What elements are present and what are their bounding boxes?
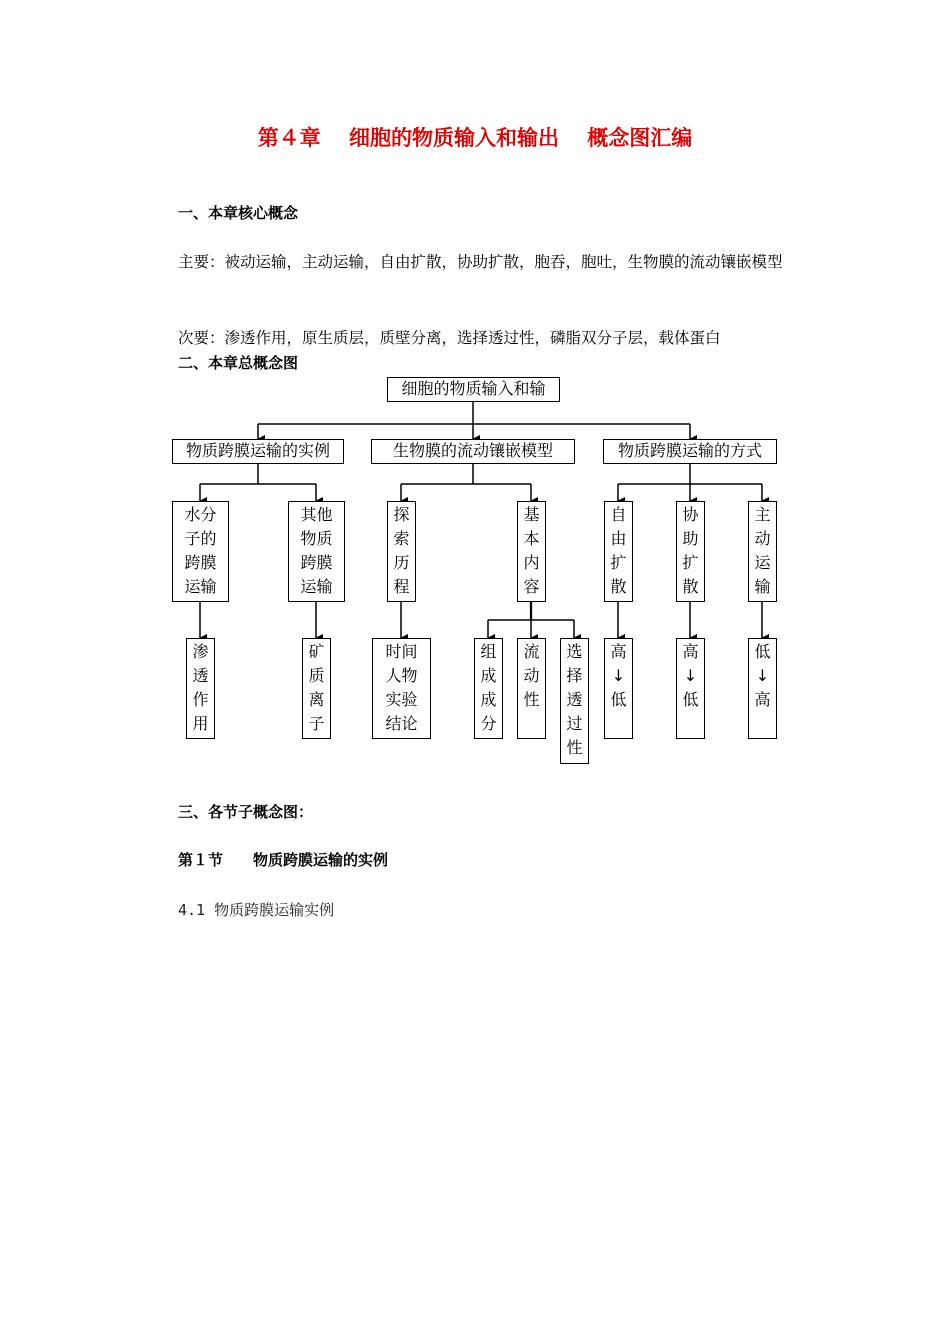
map-node-root: 细胞的物质输入和输 [387,377,560,402]
map-node-fluidity: 流动性 [517,638,546,739]
section-heading-sub-maps: 三、各节子概念图： [178,803,314,821]
map-node-branch-fluid-mosaic: 生物膜的流动镶嵌模型 [371,439,575,464]
subsection-heading: 第１节 物质跨膜运输的实例 [178,851,389,869]
map-node-osmosis: 渗透作用 [186,638,215,739]
map-node-high-to-low-1: 高↓低 [604,638,633,739]
map-node-high-to-low-2: 高↓低 [676,638,705,739]
map-node-composition: 组成成分 [474,638,503,739]
subsection-item: 4.1 物质跨膜运输实例 [178,901,335,919]
section-heading-concept-map: 二、本章总概念图 [178,354,299,372]
map-node-exploration-history: 探索历程 [387,501,416,602]
map-node-branch-transport-modes: 物质跨膜运输的方式 [603,439,777,464]
map-node-selective-permeability: 选择透过性 [560,638,589,764]
map-node-branch-examples: 物质跨膜运输的实例 [172,439,344,464]
map-node-basic-content: 基本内容 [517,501,546,602]
map-node-water-transport: 水分子的跨膜运输 [172,501,229,602]
map-node-low-to-high: 低↓高 [748,638,777,739]
secondary-concepts: 次要：渗透作用，原生质层，质壁分离，选择透过性，磷脂双分子层，载体蛋白 [178,329,721,347]
map-node-active-transport: 主动运输 [748,501,777,602]
primary-concepts: 主要：被动运输，主动运输，自由扩散，协助扩散，胞吞，胞吐，生物膜的流动镶嵌模型 [178,253,783,271]
map-node-mineral-ions: 矿质离子 [302,638,331,739]
section-heading-core-concepts: 一、本章核心概念 [178,204,299,222]
map-node-other-substances: 其他物质跨膜运输 [288,501,345,602]
map-node-timeline-people: 时间人物实验结论 [372,638,431,739]
map-node-free-diffusion: 自由扩散 [604,501,633,602]
page-title: 第４章 细胞的物质输入和输出 概念图汇编 [257,125,693,150]
map-node-facilitated-diffusion: 协助扩散 [676,501,705,602]
